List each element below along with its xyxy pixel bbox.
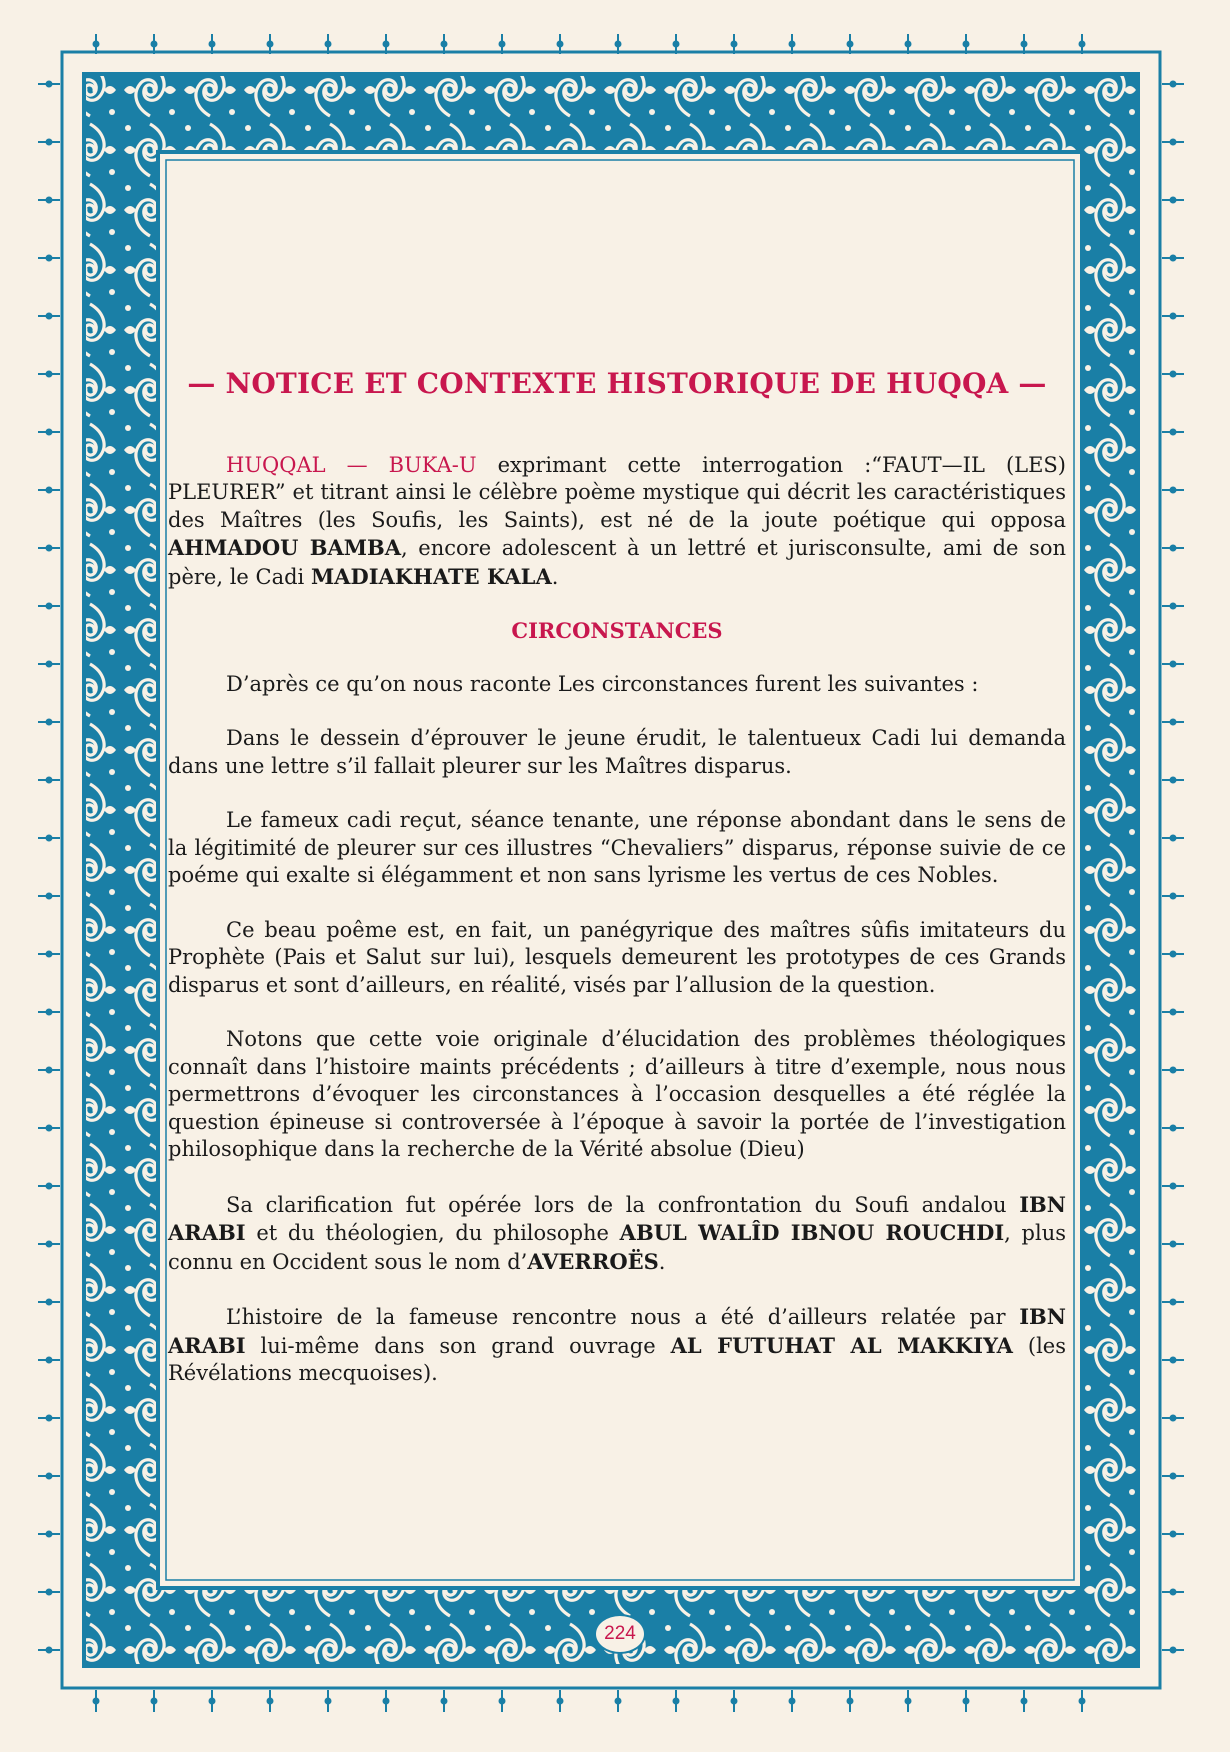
last-text-1: L’histoire de la fameuse rencontre nous a été d’ailleurs relatée par (226, 1305, 1020, 1329)
border-dot (1171, 1242, 1176, 1247)
border-dot (47, 662, 52, 667)
border-dot (906, 1699, 911, 1704)
border-dot (47, 372, 52, 377)
border-dot (1171, 662, 1176, 667)
closing-paragraph (168, 1303, 1066, 1388)
page-title: — NOTICE ET CONTEXTE HISTORIQUE DE HUQQA — (187, 367, 1047, 400)
border-dot (326, 42, 331, 47)
border-dot (1171, 952, 1176, 957)
paragraph: Notons que cette voie originale d’élucidation des problèmes théologiques connaît dans l’histoire maints précédents ; d’ailleurs à titre d’exemple, nous nous permettrons d’évoquer les circonstances à l’occasion desquelles a été réglée la question épineuse si controversée à l’époque à savoir la portée de l’investigation philosophique dans la recherche de la Vérité absolue (Dieu) (168, 1027, 1066, 1161)
intro-text-1: exprimant cette interrogation :“FAUT—IL (LES) PLEURER” et titrant ainsi le célèbre poème mystique qui décrit les caractéristiques des Maîtres (les Soufis, les Saints), est né de la joute poétique qui opposa (168, 452, 1066, 532)
border-dot (558, 1699, 563, 1704)
border-dot (210, 42, 215, 47)
border-dot (47, 1068, 52, 1073)
border-dot (1171, 1068, 1176, 1073)
border-dot (500, 42, 505, 47)
border-dot (152, 42, 157, 47)
border-dot (1171, 1416, 1176, 1421)
border-dot (442, 1699, 447, 1704)
border-dot (1171, 836, 1176, 841)
border-dot (1171, 1532, 1176, 1537)
paragraph: D’après ce qu’on nous raconte Les circonstances furent les suivantes : (226, 671, 979, 696)
border-dot (906, 42, 911, 47)
intro-paragraph (168, 452, 1066, 592)
border-dot (500, 1699, 505, 1704)
border-dot (47, 1242, 52, 1247)
border-dot (47, 1010, 52, 1015)
border-dot (47, 140, 52, 145)
clarif-bold-2: ABUL WALÎD IBNOU ROUCHDI (619, 1220, 1005, 1245)
border-dot (268, 1699, 273, 1704)
clarif-text-1: Sa clarification fut opérée lors de la confrontation du Soufi andalou (226, 1192, 1020, 1217)
border-dot (94, 1699, 99, 1704)
border-dot (47, 488, 52, 493)
border-dot (47, 604, 52, 609)
border-dot (152, 1699, 157, 1704)
border-dot (384, 1699, 389, 1704)
border-dot (674, 42, 679, 47)
border-dot (1171, 198, 1176, 203)
border-dot (1171, 1590, 1176, 1595)
border-dot (1171, 314, 1176, 319)
border-dot (1171, 720, 1176, 725)
border-dot (1171, 488, 1176, 493)
border-dot (1171, 1300, 1176, 1305)
clarif-text-4: . (658, 1249, 666, 1274)
border-dot (47, 1590, 52, 1595)
border-dot (1171, 1358, 1176, 1363)
text-body (168, 367, 1066, 1415)
border-dot (1171, 430, 1176, 435)
border-dot (964, 1699, 969, 1704)
border-dot (47, 778, 52, 783)
border-dot (326, 1699, 331, 1704)
border-dot (790, 42, 795, 47)
section-heading: CIRCONSTANCES (511, 618, 723, 643)
border-dot (964, 42, 969, 47)
border-dot (47, 1300, 52, 1305)
border-dot (1171, 1648, 1176, 1653)
clarif-text-3: , plus connu en Occident sous le nom d’ (168, 1221, 1066, 1274)
intro-bold-2: MADIAKHATE KALA (310, 563, 552, 589)
intro-lead: HUQQAL — BUKA-U (226, 452, 477, 477)
border-dot (210, 1699, 215, 1704)
border-dot (94, 42, 99, 47)
border-dot (47, 1474, 52, 1479)
border-dot (47, 1648, 52, 1653)
last-text-3: (les Révélations mecquoises). (168, 1333, 1066, 1385)
clarif-text-2: et du théologien, du philosophe (245, 1221, 620, 1245)
border-dot (1171, 372, 1176, 377)
border-dot (1022, 42, 1027, 47)
border-dot (47, 1184, 52, 1189)
intro-text-2: , encore adolescent à un lettré et jurisconsulte, ami de son père, le Cadi (168, 536, 1066, 589)
border-dot (732, 1699, 737, 1704)
last-bold-2: AL FUTUHAT AL MAKKIYA (670, 1332, 1013, 1358)
border-dot (1171, 546, 1176, 551)
border-dot (47, 314, 52, 319)
border-dot (1171, 1474, 1176, 1479)
border-dot (47, 1532, 52, 1537)
paragraph: Ce beau poême est, en fait, un panégyrique des maîtres sûfis imitateurs du Prophète (Pais et Salut sur lui), lesquels demeurent les prototypes de ces Grands disparus et sont d’ailleurs, en réalité, visés par l’allusion de la question. (168, 917, 1066, 997)
border-dot (47, 894, 52, 899)
border-dot (1171, 140, 1176, 145)
border-dot (1171, 1010, 1176, 1015)
border-dot (1171, 778, 1176, 783)
border-dot (616, 42, 621, 47)
border-dot (47, 720, 52, 725)
clarif-bold-3: AVERROËS (527, 1248, 659, 1274)
clarification-paragraph (168, 1191, 1066, 1277)
border-dot (1171, 894, 1176, 899)
border-dot (1022, 1699, 1027, 1704)
border-dot (616, 1699, 621, 1704)
border-dot (268, 42, 273, 47)
border-dot (1171, 256, 1176, 261)
clarif-bold-1: IBN ARABI (168, 1191, 1066, 1245)
border-dot (1080, 42, 1085, 47)
border-dot (47, 1416, 52, 1421)
border-dot (790, 1699, 795, 1704)
border-dot (47, 1358, 52, 1363)
border-dot (732, 42, 737, 47)
border-dot (47, 836, 52, 841)
border-dot (1171, 82, 1176, 87)
border-dot (674, 1699, 679, 1704)
intro-bold-1: AHMADOU BAMBA (168, 535, 402, 560)
border-dot (848, 42, 853, 47)
border-dot (1171, 1184, 1176, 1189)
border-dot (47, 1126, 52, 1131)
border-dot (47, 198, 52, 203)
border-dot (47, 256, 52, 261)
border-dot (442, 42, 447, 47)
border-dot (47, 546, 52, 551)
border-dot (1171, 1126, 1176, 1131)
border-dot (558, 42, 563, 47)
paragraph: Le fameux cadi reçut, séance tenante, une réponse abondant dans le sens de la légitimité de pleurer sur ces illustres “Chevaliers” disparus, réponse suivie de ce poéme qui exalte si élégamment et non sans lyrisme les vertus de ces Nobles. (168, 808, 1066, 887)
last-bold-1: IBN ARABI (168, 1304, 1066, 1358)
last-text-2: lui-même dans son grand ouvrage (245, 1333, 671, 1358)
border-dot (1171, 604, 1176, 609)
page-number: 224 (594, 1614, 646, 1654)
border-dot (47, 430, 52, 435)
paragraph: Dans le dessein d’éprouver le jeune érudit, le talentueux Cadi lui demanda dans une lettre s’il fallait pleurer sur les Maîtres disparus. (168, 726, 1066, 778)
border-dot (1080, 1699, 1085, 1704)
intro-text-3: . (551, 564, 559, 589)
border-dot (47, 952, 52, 957)
border-dot (848, 1699, 853, 1704)
border-dot (47, 82, 52, 87)
border-dot (384, 42, 389, 47)
